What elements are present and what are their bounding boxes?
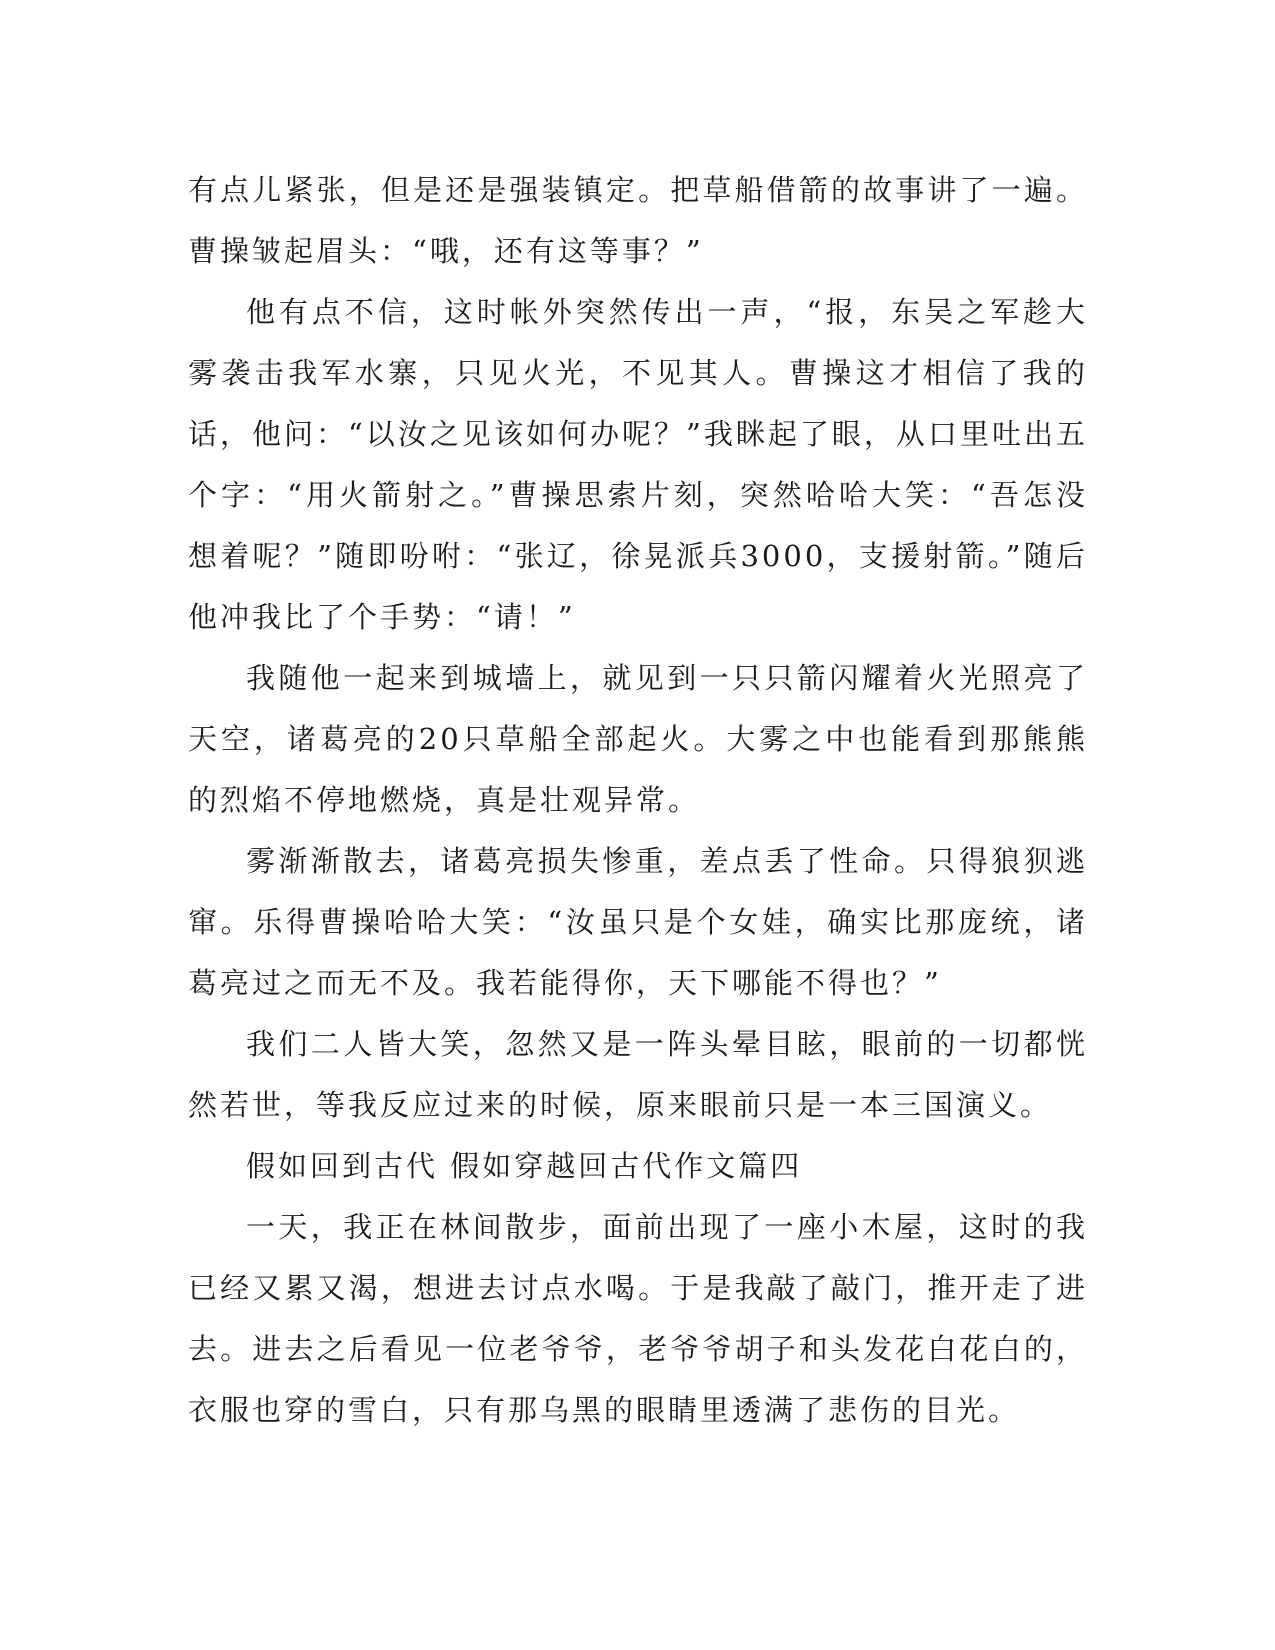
paragraph-6: 一天，我正在林间散步，面前出现了一座小木屋，这时的我已经又累又渴，想进去讨点水喝。于是我敲了敲门，推开走了进去。进去之后看见一位老爷爷，老爷爷胡子和头发花白花白的，衣服也穿的雪白，只有那乌黑的眼睛里透满了悲伤的目光。 [188, 1210, 1088, 1427]
paragraph-5: 我们二人皆大笑，忽然又是一阵头晕目眩，眼前的一切都恍然若世，等我反应过来的时候，原来眼前只是一本三国演义。 [188, 1027, 1088, 1122]
section-heading: 假如回到古代 假如穿越回古代作文篇四 [246, 1149, 803, 1183]
paragraph-4: 雾渐渐散去，诸葛亮损失惨重，差点丢了性命。只得狼狈逃窜。乐得曹操哈哈大笑：“汝虽只是个女娃，确实比那庞统，诸葛亮过之而无不及。我若能得你，天下哪能不得也？” [188, 844, 1088, 1000]
paragraph-1: 有点儿紧张，但是还是强装镇定。把草船借箭的故事讲了一遍。曹操皱起眉头：“哦，还有这等事？” [188, 173, 1088, 268]
paragraph-3: 我随他一起来到城墙上，就见到一只只箭闪耀着火光照亮了天空，诸葛亮的20只草船全部起火。大雾之中也能看到那熊熊的烈焰不停地燃烧，真是壮观异常。 [188, 661, 1088, 817]
paragraph-2: 他有点不信，这时帐外突然传出一声，“报，东吴之军趁大雾袭击我军水寨，只见火光，不见其人。曹操这才相信了我的话，他问：“以汝之见该如何办呢？”我眯起了眼，从口里吐出五个字：“用火箭射之。”曹操思索片刻，突然哈哈大笑：“吾怎没想着呢？”随即吩咐：“张辽，徐晃派兵3000，支援射箭。”随后他冲我比了个手势：“请！” [188, 295, 1088, 634]
document-body [188, 160, 1088, 1441]
